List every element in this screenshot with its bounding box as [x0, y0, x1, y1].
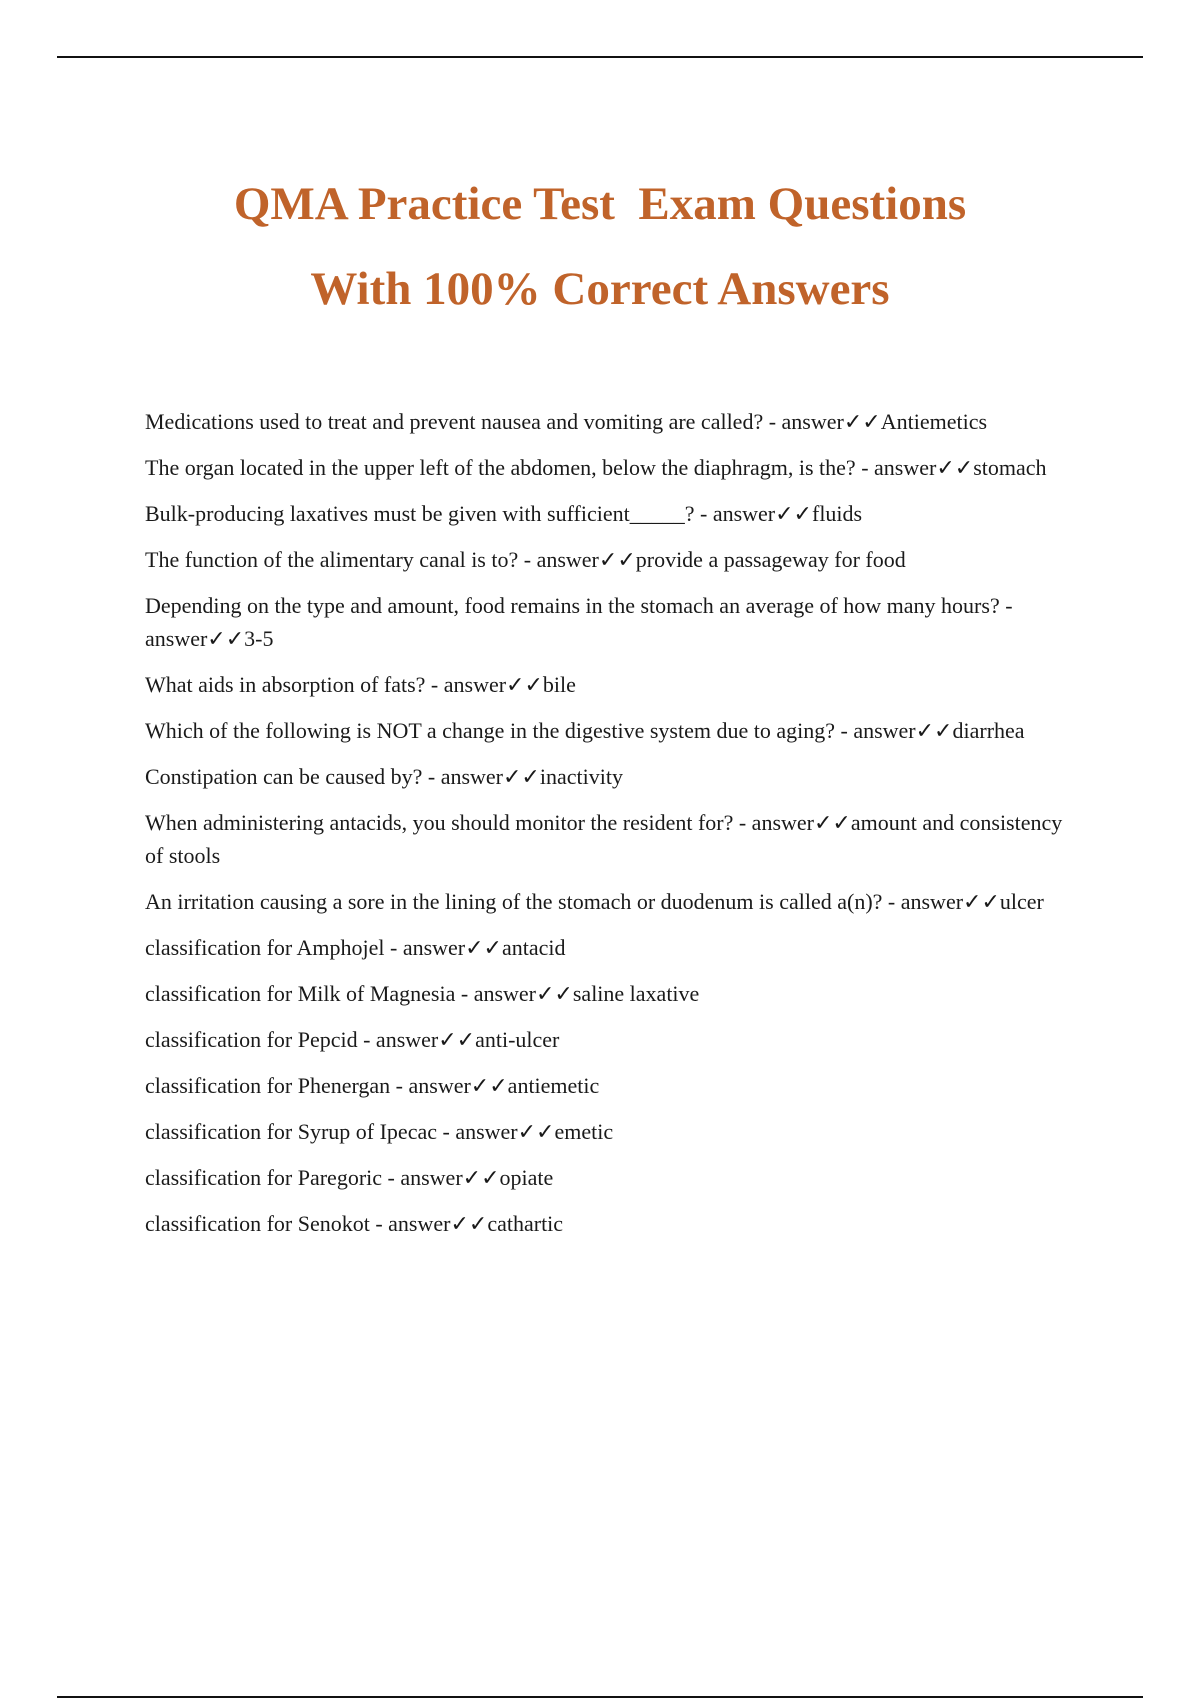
qa-item: When administering antacids, you should monitor the resident for? - answer✓✓amount and consistency of stools: [145, 810, 1063, 868]
qa-item: Depending on the type and amount, food remains in the stomach an average of how many hours? - answer✓✓3-5: [145, 593, 1013, 651]
qa-list: [145, 405, 1085, 1253]
document-title: [0, 162, 1200, 332]
bottom-rule: [57, 1696, 1143, 1698]
qa-item: Which of the following is NOT a change in the digestive system due to aging? - answer✓✓diarrhea: [145, 718, 1025, 743]
qa-item: classification for Pepcid - answer✓✓anti-ulcer: [145, 1027, 560, 1052]
qa-item: classification for Syrup of Ipecac - answer✓✓emetic: [145, 1119, 614, 1144]
top-rule: [57, 56, 1143, 58]
qa-item: classification for Senokot - answer✓✓cathartic: [145, 1211, 564, 1236]
qa-item: Constipation can be caused by? - answer✓✓inactivity: [145, 764, 623, 789]
qa-item: classification for Amphojel - answer✓✓antacid: [145, 935, 566, 960]
qa-item: What aids in absorption of fats? - answer✓✓bile: [145, 672, 576, 697]
title-line-1: QMA Practice Test Exam Questions: [233, 178, 967, 230]
qa-item: Medications used to treat and prevent nausea and vomiting are called? - answer✓✓Antiemetics: [145, 409, 988, 434]
qa-item: The function of the alimentary canal is to? - answer✓✓provide a passageway for food: [145, 547, 906, 572]
qa-item: An irritation causing a sore in the lining of the stomach or duodenum is called a(n)? - answer✓✓ulcer: [145, 889, 1044, 914]
title-line-2: With 100% Correct Answers: [310, 263, 890, 315]
qa-item: Bulk-producing laxatives must be given with sufficient_____? - answer✓✓fluids: [145, 501, 863, 526]
qa-item: The organ located in the upper left of the abdomen, below the diaphragm, is the? - answer✓✓stomach: [145, 455, 1047, 480]
qa-item: classification for Milk of Magnesia - answer✓✓saline laxative: [145, 981, 700, 1006]
qa-item: classification for Phenergan - answer✓✓antiemetic: [145, 1073, 600, 1098]
qa-item: classification for Paregoric - answer✓✓opiate: [145, 1165, 554, 1190]
